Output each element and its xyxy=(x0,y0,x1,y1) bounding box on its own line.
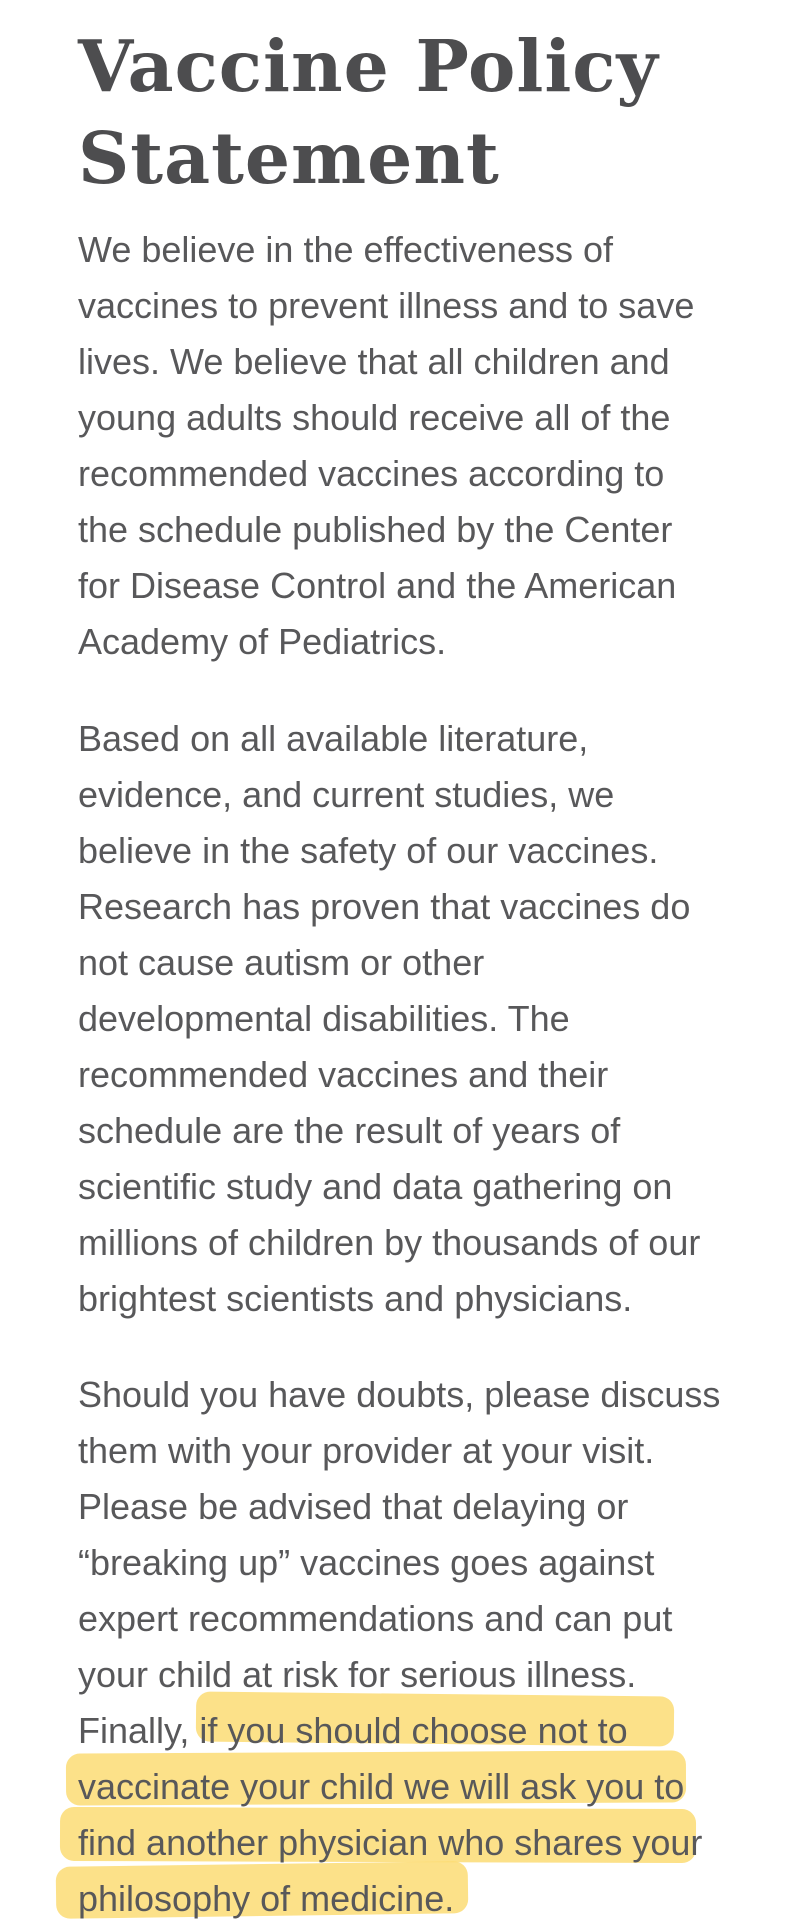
text-line: recommended vaccines and their xyxy=(78,1054,609,1095)
text-line: believe in the safety of our vaccines. xyxy=(78,830,659,871)
text-line: them with your provider at your visit. xyxy=(78,1430,655,1471)
text-line: your child at risk for serious illness. xyxy=(78,1654,637,1695)
paragraph-policy xyxy=(78,1367,728,1923)
text-line: scientific study and data gathering on xyxy=(78,1166,673,1207)
text-line: Should you have doubts, please discuss xyxy=(78,1374,721,1415)
text-line: brightest scientists and physicians. xyxy=(78,1278,633,1319)
highlighted-text-line: vaccinate your child we will ask you to xyxy=(78,1766,685,1807)
text-line: expert recommendations and can put xyxy=(78,1598,673,1639)
page-title xyxy=(78,20,758,204)
text-line: lives. We believe that all children and xyxy=(78,341,670,382)
highlighted-text-line: find another physician who shares your xyxy=(78,1822,703,1863)
text-line: not cause autism or other xyxy=(78,942,485,983)
text-line: developmental disabilities. The xyxy=(78,998,570,1039)
text-line: young adults should receive all of the xyxy=(78,397,671,438)
text-line: millions of children by thousands of our xyxy=(78,1222,701,1263)
text-line: Academy of Pediatrics. xyxy=(78,621,447,662)
text-line: evidence, and current studies, we xyxy=(78,774,615,815)
paragraph-vaccine-safety xyxy=(78,711,728,1327)
text-line: “breaking up” vaccines goes against xyxy=(78,1542,655,1583)
text-line: recommended vaccines according to xyxy=(78,453,665,494)
title-line: Statement xyxy=(78,116,500,200)
text-line: the schedule published by the Center xyxy=(78,509,673,550)
text-line: schedule are the result of years of xyxy=(78,1110,621,1151)
paragraph-vaccine-effectiveness xyxy=(78,222,728,670)
text-line: for Disease Control and the American xyxy=(78,565,677,606)
text-line: Finally, if you should choose not to xyxy=(78,1710,628,1751)
title-line: Vaccine Policy xyxy=(78,24,659,108)
text-line: Research has proven that vaccines do xyxy=(78,886,691,927)
text-line: Based on all available literature, xyxy=(78,718,589,759)
text-line: We believe in the effectiveness of xyxy=(78,229,613,270)
text-line: Please be advised that delaying or xyxy=(78,1486,629,1527)
text-line: vaccines to prevent illness and to save xyxy=(78,285,695,326)
highlighted-text-line: philosophy of medicine. xyxy=(78,1878,455,1919)
